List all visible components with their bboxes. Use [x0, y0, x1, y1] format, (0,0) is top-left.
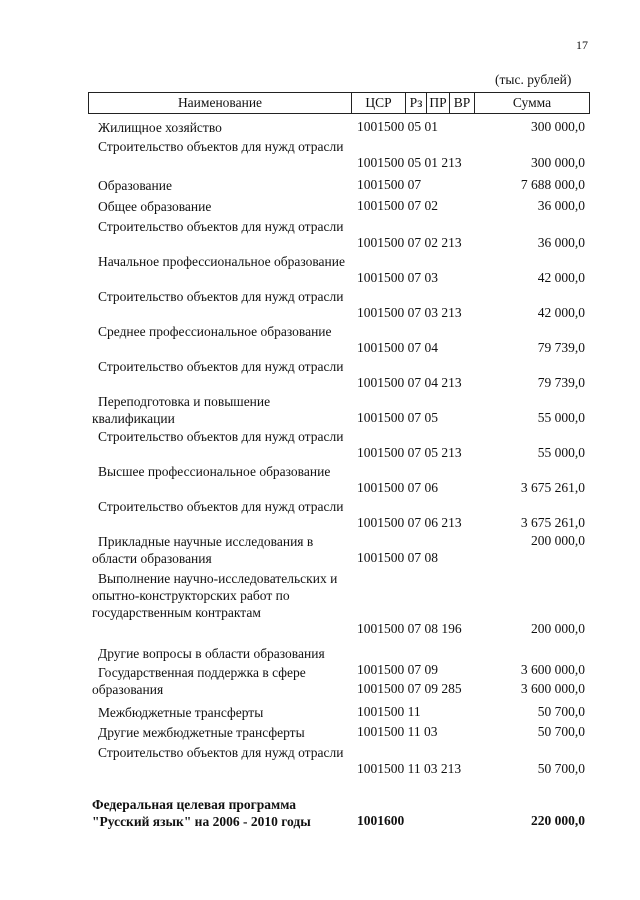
row-sum: 7 688 000,0 [520, 177, 585, 192]
units-label: (тыс. рублей) [495, 72, 572, 87]
row-code: 1001500 07 [357, 177, 422, 192]
page-number: 17 [576, 38, 588, 52]
row-code: 1001500 07 08 [357, 550, 438, 565]
row-code: 1001500 07 09 [357, 662, 438, 677]
row-name: Государственная поддержка в сфере образования [92, 665, 306, 697]
row-sum: 3 675 261,0 [520, 480, 585, 495]
row-name: Строительство объектов для нужд отрасли [98, 219, 344, 234]
row-sum: 42 000,0 [537, 270, 585, 285]
row-sum: 55 000,0 [537, 410, 585, 425]
row-sum: 79 739,0 [537, 375, 585, 390]
header-rz: Рз [405, 92, 427, 114]
row-sum: 50 700,0 [537, 704, 585, 719]
header-vr: ВР [449, 92, 475, 114]
row-code: 1001500 11 03 213 [357, 761, 462, 776]
row-code: 1001500 07 03 [357, 270, 438, 285]
row-code: 1001500 05 01 [357, 119, 438, 134]
row-name: Строительство объектов для нужд отрасли [98, 289, 344, 304]
row-name: Строительство объектов для нужд отрасли [98, 139, 344, 154]
program-name-line1: Федеральная целевая программа [92, 797, 297, 812]
row-sum: 50 700,0 [537, 724, 585, 739]
program-name-line2: "Русский язык" на 2006 - 2010 годы [92, 814, 311, 829]
program-name [92, 796, 362, 830]
program-code: 1001600 [357, 813, 405, 828]
row-code: 1001500 07 03 213 [357, 305, 462, 320]
row-sum: 200 000,0 [531, 533, 585, 548]
row-name: Строительство объектов для нужд отрасли [98, 359, 344, 374]
row-code: 1001500 07 02 213 [357, 235, 462, 250]
row-sum: 42 000,0 [537, 305, 585, 320]
row-name: Прикладные научные исследования в области образования [92, 534, 314, 566]
header-name: Наименование [88, 92, 352, 114]
row-sum: 3 600 000,0 [520, 681, 585, 696]
row-code: 1001500 07 05 213 [357, 445, 462, 460]
row-code: 1001500 07 05 [357, 410, 438, 425]
row-code: 1001500 07 06 [357, 480, 438, 495]
row-name: Жилищное хозяйство [98, 120, 222, 135]
row-code: 1001500 11 [357, 704, 421, 719]
row-sum: 36 000,0 [537, 198, 585, 213]
row-name: Общее образование [98, 199, 212, 214]
row-code: 1001500 07 04 [357, 340, 438, 355]
header-sum: Сумма [474, 92, 590, 114]
row-sum: 300 000,0 [531, 155, 585, 170]
row-name: Образование [98, 178, 172, 193]
row-code: 1001500 07 04 213 [357, 375, 462, 390]
header-csr: ЦСР [351, 92, 406, 114]
row-name: Переподготовка и повышение квалификации [92, 394, 271, 426]
row-name: Высшее профессиональное образование [98, 464, 331, 479]
row-code: 1001500 11 03 [357, 724, 438, 739]
row-name: Межбюджетные трансферты [98, 705, 264, 720]
row-sum: 50 700,0 [537, 761, 585, 776]
row-sum: 3 675 261,0 [520, 515, 585, 530]
row-code: 1001500 07 06 213 [357, 515, 462, 530]
row-sum: 79 739,0 [537, 340, 585, 355]
row-sum: 55 000,0 [537, 445, 585, 460]
row-sum: 3 600 000,0 [520, 662, 585, 677]
row-sum: 200 000,0 [531, 621, 585, 636]
row-sum: 36 000,0 [537, 235, 585, 250]
row-name: Строительство объектов для нужд отрасли [98, 499, 344, 514]
row-name: Строительство объектов для нужд отрасли [98, 745, 344, 760]
row-name: Начальное профессиональное образование [98, 254, 345, 269]
header-pr: ПР [426, 92, 450, 114]
program-sum: 220 000,0 [531, 813, 585, 828]
row-name: Другие вопросы в области образования [98, 646, 325, 661]
row-name: Другие межбюджетные трансферты [98, 725, 305, 740]
row-code: 1001500 05 01 213 [357, 155, 462, 170]
row-code: 1001500 07 02 [357, 198, 438, 213]
row-code: 1001500 07 09 285 [357, 681, 462, 696]
row-name: Выполнение научно-исследовательских и опытно-конструкторских работ по государственным контрактам [92, 571, 338, 620]
row-sum: 300 000,0 [531, 119, 585, 134]
row-name: Строительство объектов для нужд отрасли [98, 429, 344, 444]
row-name: Среднее профессиональное образование [98, 324, 332, 339]
row-code: 1001500 07 08 196 [357, 621, 462, 636]
